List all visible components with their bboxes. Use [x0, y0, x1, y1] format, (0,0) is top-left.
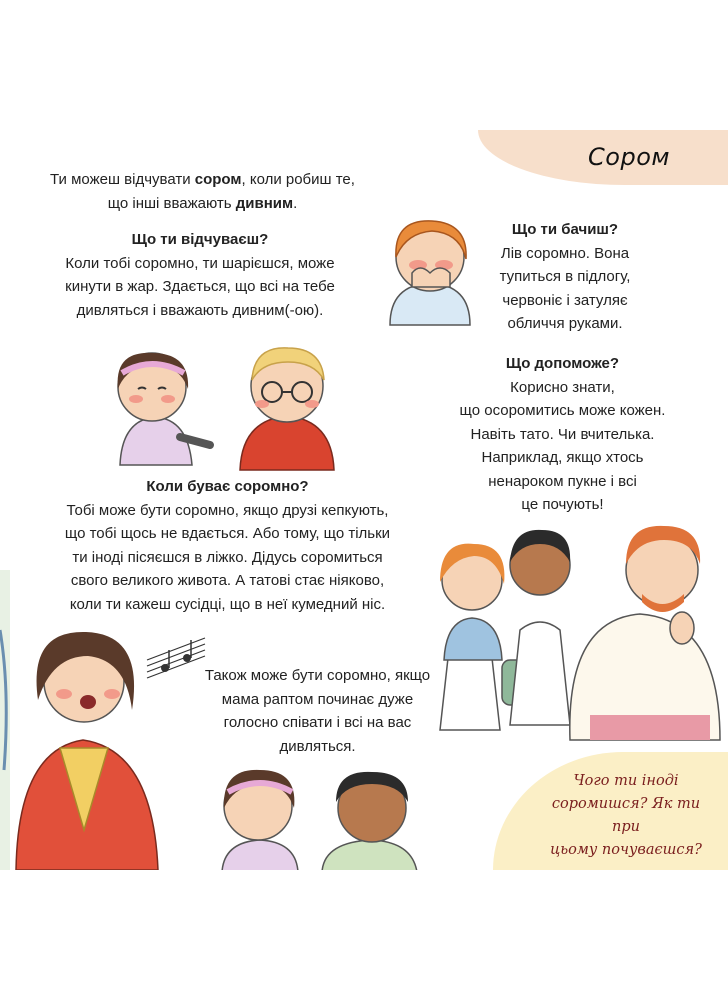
question-line: Чого ти іноді	[573, 773, 679, 789]
help-line: Корисно знати,	[510, 378, 615, 396]
boy-with-glasses	[232, 340, 342, 470]
see-section	[470, 218, 660, 336]
mom-line: мама раптом починає дуже	[221, 690, 414, 708]
reflection-question	[536, 770, 716, 862]
help-line: що осоромитись може кожен.	[459, 402, 666, 419]
when-section	[55, 475, 400, 616]
feel-line: кинути в жар. Здається, що всі на тебе	[65, 278, 335, 295]
two-girls	[212, 762, 442, 870]
see-line: Лів соромно. Вона	[500, 244, 630, 262]
see-heading: Що ти бачиш?	[511, 221, 619, 238]
when-line: ти іноді пісяєшся в ліжко. Дідусь соромиться	[72, 548, 383, 566]
help-heading: Що допоможе?	[505, 355, 620, 372]
feel-line: дивляться і вважають дивним(-ою).	[76, 301, 324, 319]
mom-section	[190, 664, 445, 758]
when-line: що тобі щось не вдається. Або тому, що тільки	[64, 525, 391, 542]
girl-pointing	[100, 345, 220, 465]
when-heading: Коли буває соромно?	[146, 478, 309, 495]
three-people	[430, 510, 728, 740]
help-line: це почують!	[521, 496, 604, 513]
see-line: обличчя руками.	[507, 315, 623, 332]
feel-line: Коли тобі соромно, ти шарієшся, може	[65, 254, 335, 272]
see-line: червоніє і затуляє	[502, 291, 628, 309]
when-line: Тобі може бути соромно, якщо друзі кепкують,	[66, 501, 389, 519]
question-line: соромишся? Як ти при	[551, 796, 701, 835]
help-line: ненароком пукне і всі	[488, 472, 637, 490]
feel-heading: Що ти відчуваєш?	[131, 231, 269, 248]
see-line: тупиться в підлогу,	[499, 268, 631, 285]
intro-bold-2: дивним	[235, 194, 294, 212]
when-line: коли ти кажеш сусідці, що в неї кумедний ніс.	[69, 595, 386, 613]
mom-line: голосно співати і всі на вас	[223, 714, 412, 731]
intro-bold-1: сором	[194, 171, 242, 188]
page-title: Сором	[588, 143, 670, 171]
intro-text: Ти можеш відчувати сором, коли робиш те, що інші вважають дивним.	[50, 171, 355, 212]
help-line: Навіть тато. Чи вчителька.	[470, 425, 655, 443]
when-line: свого великого живота. А татові стає ніяково,	[70, 572, 385, 589]
help-line: Наприклад, якщо хтось	[481, 449, 644, 466]
help-section	[445, 352, 680, 517]
girl-covering-face	[380, 215, 480, 325]
singing-mother	[8, 620, 168, 870]
mom-line: Також може бути соромно, якщо	[204, 667, 431, 684]
title-tab	[478, 130, 728, 185]
feel-section	[40, 228, 360, 322]
book-page	[0, 130, 728, 870]
question-line: цьому почуваєшся?	[550, 842, 702, 858]
mom-line: дивляться.	[279, 737, 356, 755]
